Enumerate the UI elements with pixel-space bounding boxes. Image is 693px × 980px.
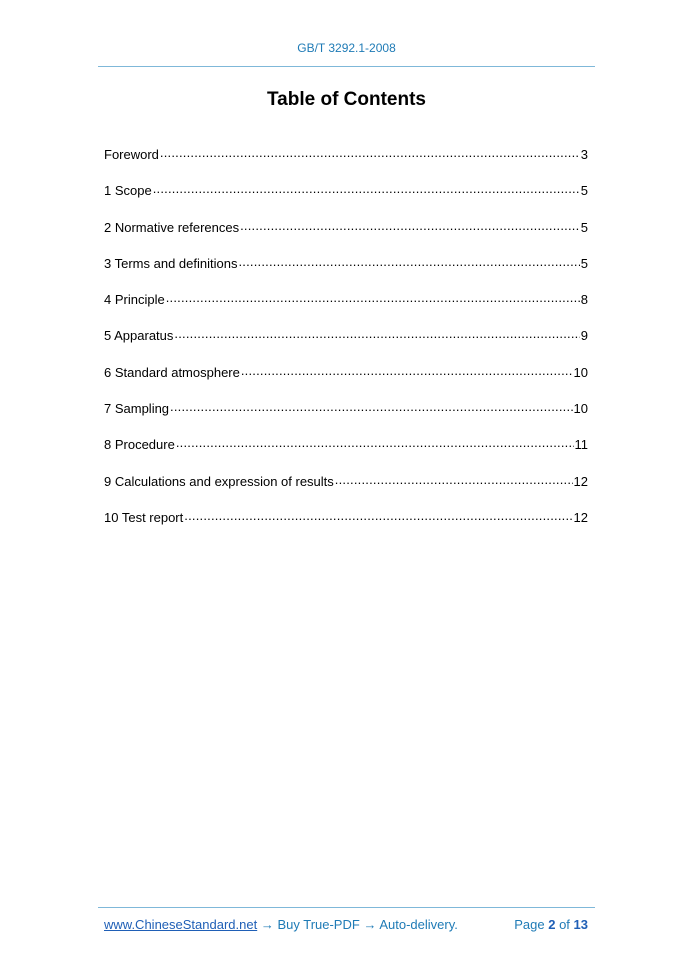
toc-entry-label: 3 Terms and definitions bbox=[104, 255, 238, 271]
toc-entry-label: 8 Procedure bbox=[104, 437, 175, 453]
toc-dot-leader bbox=[241, 364, 573, 377]
toc-entry-apparatus[interactable] bbox=[104, 327, 588, 363]
toc-entry-test-report[interactable] bbox=[104, 509, 588, 545]
toc-page-number: 8 bbox=[580, 292, 588, 308]
toc-page-number: 9 bbox=[580, 328, 588, 344]
toc-dot-leader bbox=[166, 291, 580, 304]
toc-dot-leader bbox=[335, 473, 573, 486]
toc-entry-sampling[interactable] bbox=[104, 400, 588, 436]
toc-entry-label: Foreword bbox=[104, 147, 159, 162]
toc-page-number: 3 bbox=[580, 147, 588, 162]
toc-entry-normative-references[interactable] bbox=[104, 219, 588, 255]
toc-dot-leader bbox=[240, 219, 580, 232]
toc-entry-procedure[interactable] bbox=[104, 436, 588, 472]
toc-entry-standard-atmosphere[interactable] bbox=[104, 364, 588, 400]
page-indicator bbox=[514, 917, 588, 932]
toc-entry-calculations[interactable] bbox=[104, 473, 588, 509]
toc-entry-label: 9 Calculations and expression of results bbox=[104, 473, 334, 489]
buy-true-pdf-text: Buy True-PDF bbox=[277, 917, 360, 932]
toc-entry-label: 6 Standard atmosphere bbox=[104, 364, 240, 380]
toc-entry-scope[interactable] bbox=[104, 182, 588, 218]
toc-dot-leader bbox=[184, 509, 572, 522]
toc-page-number: 11 bbox=[574, 437, 588, 453]
chinesestandard-link[interactable]: www.ChineseStandard.net bbox=[104, 917, 258, 932]
header-standard-number: GB/T 3292.1-2008 bbox=[297, 41, 396, 55]
toc-page-number: 5 bbox=[580, 219, 588, 235]
toc-dot-leader bbox=[238, 255, 579, 268]
footer-purchase-line bbox=[104, 917, 458, 932]
toc-entry-label: 10 Test report bbox=[104, 509, 184, 525]
total-pages-number: 13 bbox=[573, 917, 588, 932]
arrow-right-icon: → bbox=[260, 917, 274, 932]
toc-page-number: 12 bbox=[573, 473, 588, 489]
toc-dot-leader bbox=[176, 436, 574, 449]
toc-dot-leader bbox=[174, 327, 579, 340]
toc-entry-label: 4 Principle bbox=[104, 292, 165, 308]
toc-dot-leader bbox=[170, 400, 572, 413]
toc-entry-label: 1 Scope bbox=[104, 183, 152, 199]
footer-divider bbox=[98, 907, 595, 908]
toc-page-number: 10 bbox=[573, 401, 588, 417]
current-page-number: 2 bbox=[548, 917, 556, 932]
page-title: Table of Contents bbox=[266, 89, 427, 110]
toc-page-number: 10 bbox=[573, 364, 588, 380]
toc-page-number: 5 bbox=[580, 183, 588, 199]
toc-entry-principle[interactable] bbox=[104, 291, 588, 327]
page-word: Page bbox=[514, 917, 545, 932]
toc-dot-leader bbox=[160, 146, 580, 159]
toc-entry-foreword[interactable] bbox=[104, 146, 588, 182]
table-of-contents bbox=[104, 146, 588, 545]
toc-entry-label: 2 Normative references bbox=[104, 219, 240, 235]
auto-delivery-text: Auto-delivery. bbox=[379, 917, 458, 932]
page-footer bbox=[104, 917, 588, 932]
toc-dot-leader bbox=[153, 182, 580, 195]
toc-entry-label: 7 Sampling bbox=[104, 401, 170, 417]
header-divider bbox=[98, 66, 595, 67]
toc-page-number: 5 bbox=[580, 255, 588, 271]
arrow-right-icon: → bbox=[363, 917, 377, 932]
of-word: of bbox=[559, 917, 570, 932]
toc-entry-label: 5 Apparatus bbox=[104, 328, 174, 344]
toc-page-number: 12 bbox=[573, 509, 588, 525]
toc-entry-terms-and-definitions[interactable] bbox=[104, 255, 588, 291]
